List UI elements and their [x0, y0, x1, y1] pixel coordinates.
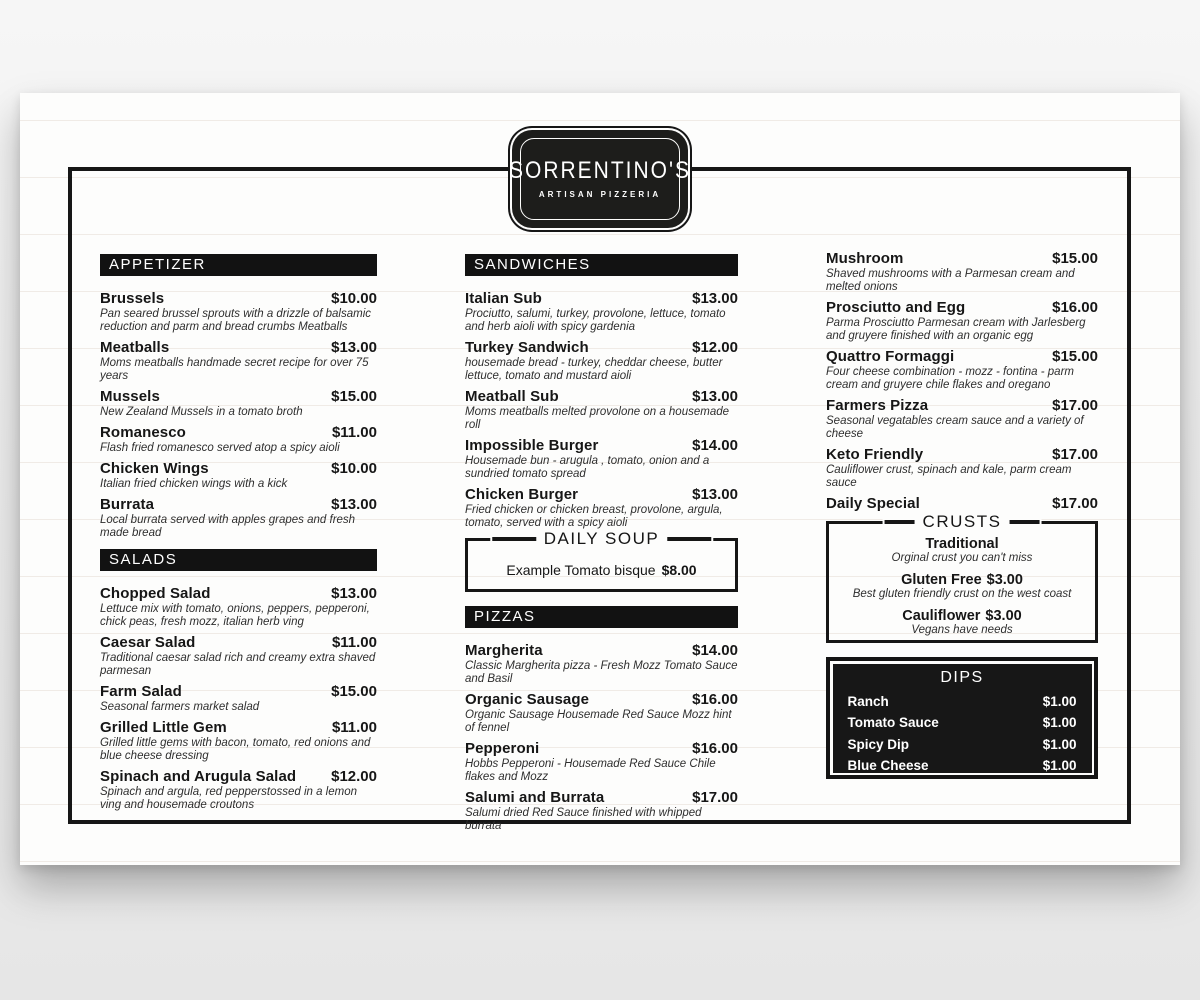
item-description: Grilled little gems with bacon, tomato, red onions and blue cheese dressing [100, 737, 371, 762]
crust-description: Vegans have needs [911, 624, 1013, 636]
item-name: Italian Sub [465, 290, 542, 307]
menu-item [100, 290, 377, 334]
pizzas-continued-items [826, 250, 1098, 512]
item-description: Moms meatballs handmade secret recipe for over 75 years [100, 357, 369, 382]
right-column [826, 250, 1098, 779]
item-description: Four cheese combination - mozz - fontina - parm cream and gruyere chile flakes and oregano [826, 366, 1074, 391]
item-price: $14.00 [692, 437, 738, 454]
daily-soup-item [468, 562, 735, 578]
item-name: Spinach and Arugula Salad [100, 768, 297, 785]
middle-column [465, 254, 738, 838]
item-description: Pan seared brussel sprouts with a drizzle of balsamic reduction and parm and bread crumbs Meatballs [100, 308, 372, 333]
item-price: $17.00 [1052, 446, 1098, 463]
item-name: Turkey Sandwich [465, 339, 589, 356]
daily-soup-title [490, 529, 713, 549]
dip-item [848, 755, 1077, 777]
dip-name: Blue Cheese [847, 758, 929, 773]
item-description: Classic Margherita pizza - Fresh Mozz Tomato Sauce and Basil [465, 660, 738, 685]
item-price: $17.00 [1052, 495, 1098, 512]
item-price: $15.00 [331, 388, 377, 405]
menu-item [100, 719, 377, 763]
item-name: Burrata [100, 496, 155, 513]
item-name: Keto Friendly [826, 446, 924, 463]
menu-item [826, 299, 1098, 343]
item-price: $13.00 [331, 339, 377, 356]
crusts-box [826, 512, 1098, 643]
crusts-title [883, 512, 1042, 532]
salads-items [100, 585, 377, 812]
menu-item [100, 585, 377, 629]
menu-item [465, 789, 738, 833]
soup-name: Example Tomato bisque [506, 562, 656, 578]
item-name: Meatball Sub [465, 388, 559, 405]
dip-price: $1.00 [1042, 693, 1077, 709]
section-header-pizzas: PIZZAS [465, 606, 738, 628]
item-name: Meatballs [100, 339, 170, 356]
item-name: Grilled Little Gem [100, 719, 227, 736]
item-price: $15.00 [331, 683, 377, 700]
daily-soup-box [465, 529, 738, 592]
title-dash-right [1009, 520, 1039, 524]
section-header-appetizer: APPETIZER [100, 254, 377, 276]
item-name: Romanesco [100, 424, 186, 441]
item-description: Hobbs Pepperoni - Housemade Red Sauce Chile flakes and Mozz [465, 758, 716, 783]
pizzas-items [465, 642, 738, 833]
crust-item [829, 536, 1095, 565]
item-price: $14.00 [692, 642, 738, 659]
item-name: Pepperoni [465, 740, 540, 757]
item-name: Chicken Burger [465, 486, 579, 503]
dip-item [848, 712, 1077, 734]
menu-item [465, 290, 738, 334]
menu-item [826, 250, 1098, 294]
item-name: Impossible Burger [465, 437, 599, 454]
crust-description: Best gluten friendly crust on the west coast [852, 588, 1072, 600]
item-price: $11.00 [331, 634, 377, 651]
item-price: $13.00 [331, 496, 377, 513]
crust-name: Cauliflower [902, 608, 981, 624]
item-price: $17.00 [692, 789, 738, 806]
item-price: $16.00 [692, 691, 738, 708]
item-price: $13.00 [692, 290, 738, 307]
item-description: Local burrata served with apples grapes and fresh made bread [100, 514, 356, 539]
item-description: Spinach and argula, red pepperstossed in a lemon ving and housemade croutons [100, 786, 358, 811]
item-description: Traditional caesar salad rich and creamy extra shaved parmesan [100, 652, 376, 677]
menu-item [100, 424, 377, 455]
item-name: Caesar Salad [100, 634, 196, 651]
menu-item [826, 495, 1098, 512]
item-description: housemade bread - turkey, cheddar cheese, butter lettuce, tomato and mustard aioli [465, 357, 723, 382]
dip-name: Spicy Dip [847, 736, 910, 752]
section-header-sandwiches: SANDWICHES [465, 254, 738, 276]
menu-item [465, 437, 738, 481]
menu-item [100, 339, 377, 383]
item-description: Salumi dried Red Sauce finished with whipped burrata [465, 807, 702, 832]
item-price: $13.00 [692, 388, 738, 405]
dips-inner [833, 664, 1092, 773]
item-name: Mussels [100, 388, 160, 405]
item-price: $17.00 [1052, 397, 1098, 414]
crust-item [829, 608, 1095, 637]
menu-item [465, 339, 738, 383]
item-price: $12.00 [692, 339, 738, 356]
item-name: Organic Sausage [465, 691, 590, 708]
daily-soup-label: DAILY SOUP [543, 529, 660, 548]
menu-item [100, 388, 377, 419]
item-description: New Zealand Mussels in a tomato broth [100, 406, 303, 418]
item-description: Shaved mushrooms with a Parmesan cream and melted onions [826, 268, 1075, 293]
menu-item [826, 446, 1098, 490]
menu-item [465, 740, 738, 784]
item-price: $15.00 [1052, 348, 1098, 365]
item-name: Prosciutto and Egg [826, 299, 966, 316]
title-dash-left [492, 537, 536, 541]
restaurant-name: SORRENTINO'S [508, 157, 692, 184]
menu-item [465, 642, 738, 686]
logo-inner-border [508, 138, 692, 220]
crust-price: $3.00 [986, 572, 1023, 588]
menu-item [100, 460, 377, 491]
menu-item [465, 691, 738, 735]
crust-description: Orginal crust you can't miss [891, 552, 1033, 564]
item-price: $11.00 [331, 424, 377, 441]
dip-item [848, 691, 1077, 713]
item-description: Moms meatballs melted provolone on a housemade roll [465, 406, 730, 431]
item-price: $10.00 [331, 290, 377, 307]
item-description: Seasonal farmers market salad [100, 701, 260, 713]
crust-item [829, 572, 1095, 601]
item-name: Quattro Formaggi [826, 348, 955, 365]
item-description: Italian fried chicken wings with a kick [100, 478, 288, 490]
item-name: Chopped Salad [100, 585, 211, 602]
menu-item [100, 634, 377, 678]
section-header-salads: SALADS [100, 549, 377, 571]
menu-card [20, 93, 1180, 865]
restaurant-tagline: ARTISAN PIZZERIA [538, 190, 662, 199]
dips-title: DIPS [940, 668, 984, 686]
item-description: Lettuce mix with tomato, onions, peppers, pepperoni, chick peas, fresh mozz, italian herb ving [100, 603, 370, 628]
menu-item [100, 768, 377, 812]
item-price: $12.00 [331, 768, 377, 785]
item-price: $11.00 [331, 719, 377, 736]
item-price: $13.00 [692, 486, 738, 503]
item-name: Chicken Wings [100, 460, 209, 477]
menu-item [465, 486, 738, 530]
item-description: Prociutto, salumi, turkey, provolone, lettuce, tomato and herb aioli with spicy gardenia [465, 308, 726, 333]
menu-item [100, 496, 377, 540]
crusts-items [829, 536, 1095, 637]
item-price: $16.00 [692, 740, 738, 757]
item-price: $15.00 [1052, 250, 1098, 267]
menu-item [465, 388, 738, 432]
item-description: Parma Prosciutto Parmesan cream with Jarlesberg and gruyere finished with an organic egg [826, 317, 1086, 342]
item-name: Daily Special [826, 495, 920, 512]
appetizer-items [100, 290, 377, 540]
dip-name: Ranch [847, 693, 889, 709]
dips-box [826, 657, 1098, 779]
soup-price: $8.00 [661, 562, 697, 578]
menu-item [826, 397, 1098, 441]
item-price: $13.00 [331, 585, 377, 602]
item-price: $10.00 [331, 460, 377, 477]
item-description: Seasonal vegatables cream sauce and a variety of cheese [826, 415, 1084, 440]
item-description: Flash fried romanesco served atop a spicy aioli [100, 442, 340, 454]
restaurant-logo-badge [508, 130, 692, 228]
item-name: Mushroom [826, 250, 904, 267]
item-description: Housemade bun - arugula , tomato, onion and a sundried tomato spread [465, 455, 710, 480]
sandwiches-items [465, 290, 738, 530]
item-name: Farmers Pizza [826, 397, 929, 414]
item-price: $16.00 [1052, 299, 1098, 316]
crust-name: Traditional [925, 536, 999, 552]
item-description: Cauliflower crust, spinach and kale, parm cream sauce [826, 464, 1072, 489]
dip-price: $1.00 [1042, 758, 1077, 773]
dip-name: Tomato Sauce [847, 715, 939, 730]
title-dash-right [667, 537, 711, 541]
left-column [100, 254, 377, 817]
menu-item [826, 348, 1098, 392]
item-name: Salumi and Burrata [465, 789, 605, 806]
item-description: Organic Sausage Housemade Red Sauce Mozz hint of fennel [465, 709, 732, 734]
item-name: Margherita [465, 642, 543, 659]
dips-items [848, 691, 1077, 777]
dip-price: $1.00 [1042, 715, 1077, 730]
item-name: Farm Salad [100, 683, 182, 700]
title-dash-left [885, 520, 915, 524]
menu-item [100, 683, 377, 714]
dip-price: $1.00 [1042, 736, 1077, 752]
dip-item [848, 734, 1077, 756]
item-name: Brussels [100, 290, 165, 307]
crust-price: $3.00 [985, 608, 1022, 624]
crust-name: Gluten Free [901, 572, 982, 588]
crusts-label: CRUSTS [922, 512, 1002, 531]
item-description: Fried chicken or chicken breast, provolone, argula, tomato, served with a spicy aioli [465, 504, 723, 529]
